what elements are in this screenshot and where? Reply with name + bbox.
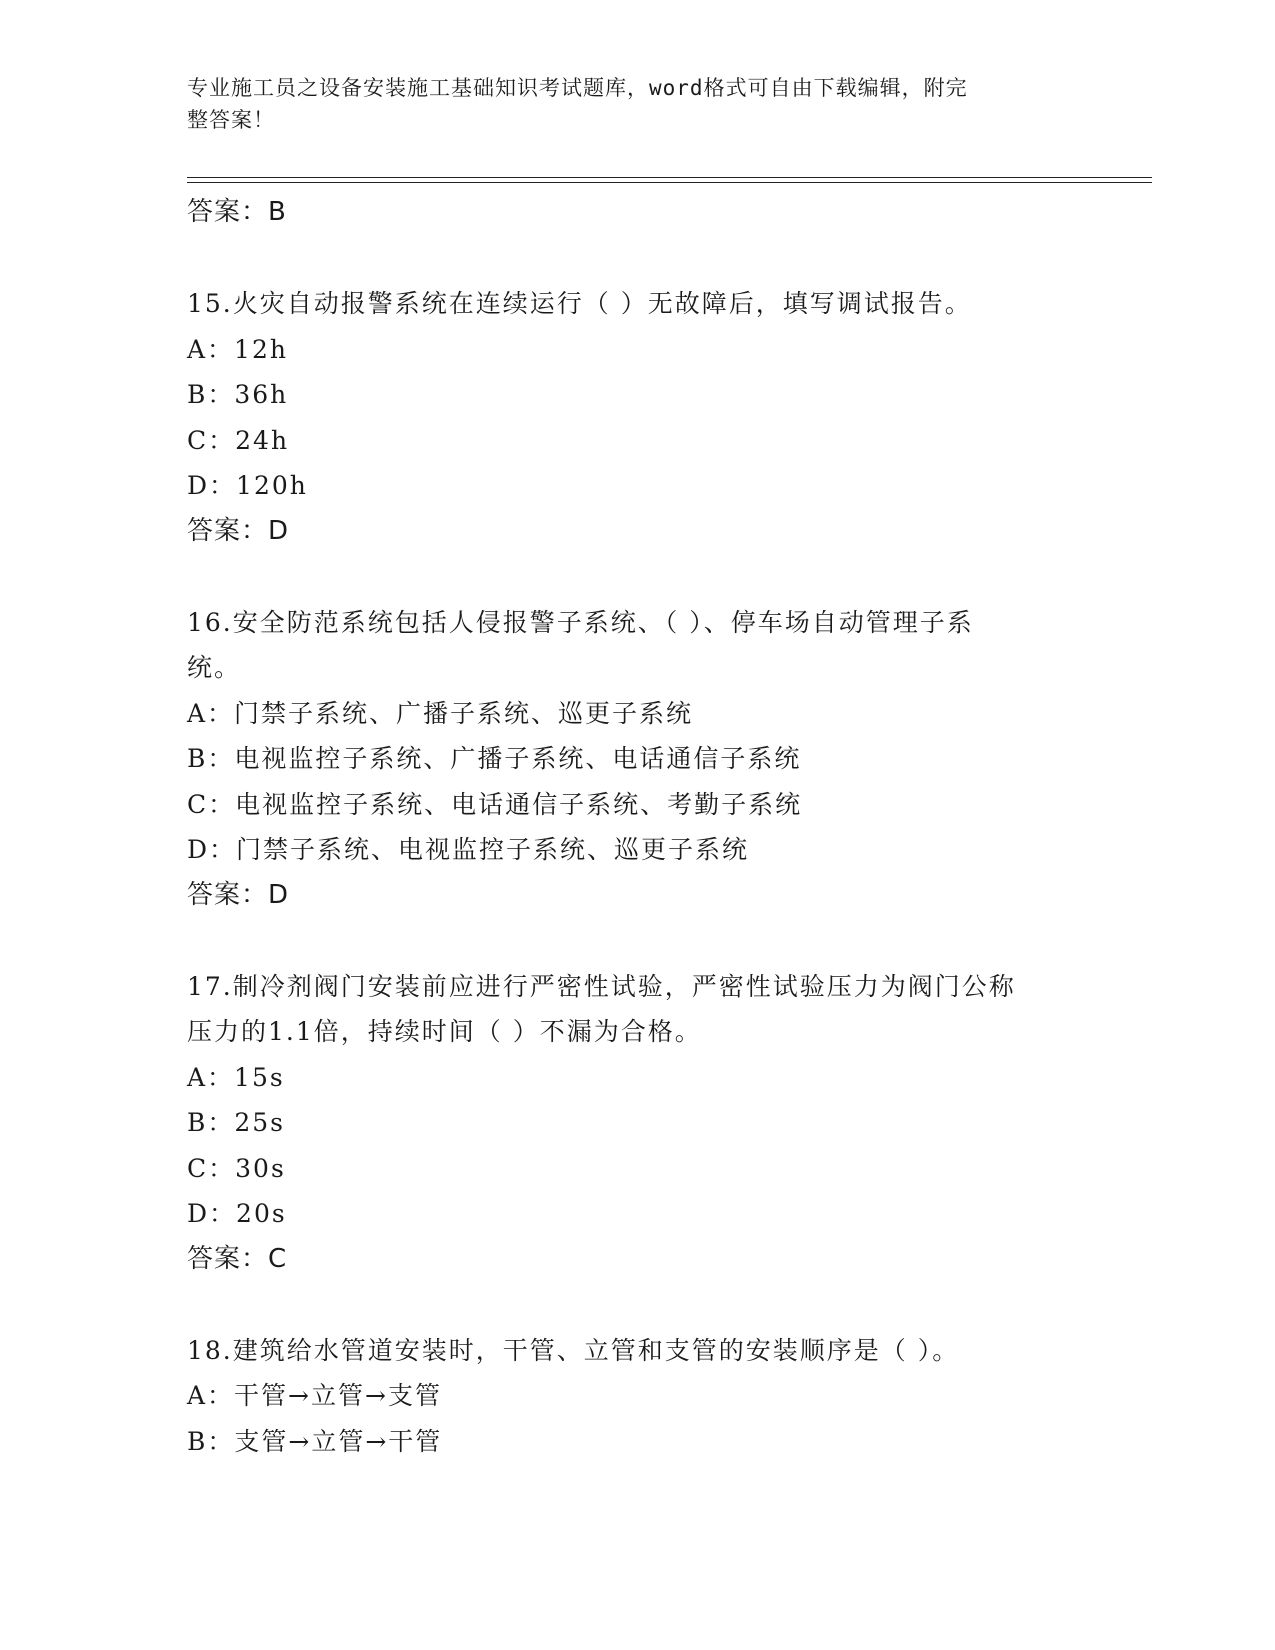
question-16: [187, 600, 1087, 919]
question-stem: 18.建筑给水管道安装时，干管、立管和支管的安装顺序是（ ）。: [187, 1335, 960, 1365]
question-15: [187, 281, 1087, 554]
question-stem: 15.火灾自动报警系统在连续运行（ ）无故障后，填写调试报告。: [187, 289, 972, 318]
header-line-2: 整答案！: [187, 108, 275, 132]
header-divider-top: [187, 177, 1152, 178]
answer-line: 答案：C: [187, 1243, 288, 1274]
option-b: B：25s: [187, 1108, 286, 1137]
spacer: [187, 236, 1087, 282]
document-header: [187, 72, 1067, 136]
answer-line: 答案：D: [187, 879, 290, 910]
option-a: A：干管→立管→支管: [187, 1381, 442, 1410]
answer-line: 答案：D: [187, 515, 290, 546]
option-c: C：30s: [187, 1153, 286, 1183]
answer-line: 答案：B: [187, 197, 287, 227]
question-list: [187, 190, 1087, 1464]
question-18: [187, 1328, 1087, 1465]
spacer: [187, 1282, 1087, 1328]
option-d: D：120h: [187, 471, 308, 500]
question-stem: 16.安全防范系统包括人侵报警子系统、（ ）、停车场自动管理子系: [187, 607, 974, 637]
option-a: A：15s: [187, 1062, 285, 1092]
question-stem-continued: 压力的1.1倍，持续时间（ ）不漏为合格。: [187, 1017, 702, 1046]
question-stem-continued: 统。: [187, 653, 242, 682]
option-d: D：20s: [187, 1199, 287, 1228]
question-stem: 17.制冷剂阀门安装前应进行严密性试验，严密性试验压力为阀门公称: [187, 971, 1016, 1001]
spacer: [187, 918, 1087, 964]
option-c: C：电视监控子系统、电话通信子系统、考勤子系统: [187, 789, 803, 819]
option-c: C：24h: [187, 425, 290, 455]
option-a: A：12h: [187, 334, 288, 364]
option-b: B：支管→立管→干管: [187, 1426, 443, 1456]
option-d: D：门禁子系统、电视监控子系统、巡更子系统: [187, 835, 750, 864]
question-17: [187, 964, 1087, 1283]
header-line-1: 专业施工员之设备安装施工基础知识考试题库，word格式可自由下载编辑，附完: [187, 76, 968, 100]
spacer: [187, 554, 1087, 600]
header-divider-bottom: [187, 182, 1152, 183]
option-a: A：门禁子系统、广播子系统、巡更子系统: [187, 698, 694, 728]
option-b: B：电视监控子系统、广播子系统、电话通信子系统: [187, 744, 802, 773]
option-b: B：36h: [187, 380, 289, 409]
